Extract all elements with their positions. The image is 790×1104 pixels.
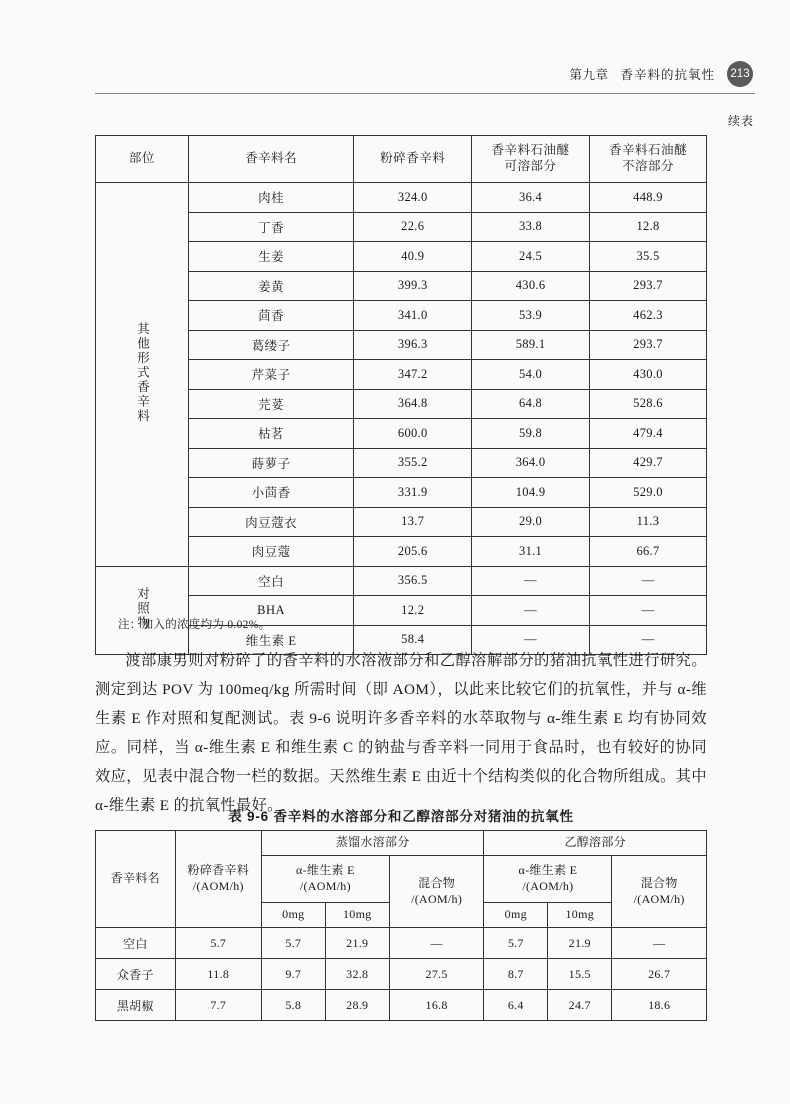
col-header-insoluble-line2: 不溶部分 bbox=[621, 159, 674, 173]
cell-soluble: 29.0 bbox=[472, 507, 590, 537]
cell-powder: 13.7 bbox=[354, 507, 472, 537]
cell-powder: 331.9 bbox=[354, 478, 472, 508]
cell-ethanol-mix: 18.6 bbox=[612, 990, 707, 1021]
cell-water-mix: 27.5 bbox=[389, 959, 484, 990]
cell-powder: 364.8 bbox=[354, 389, 472, 419]
chapter-title: 香辛料的抗氧性 bbox=[620, 68, 715, 82]
cell-insoluble: 293.7 bbox=[589, 330, 706, 360]
cell-water-0mg: 9.7 bbox=[261, 959, 325, 990]
cell-soluble: 54.0 bbox=[472, 360, 590, 390]
cell-insoluble: 448.9 bbox=[589, 183, 706, 213]
cell-ethanol-0mg: 5.7 bbox=[484, 928, 548, 959]
cell-powder: 11.8 bbox=[175, 959, 261, 990]
cell-spice-name: 枯茗 bbox=[188, 419, 353, 449]
col-header-water-group: 蒸馏水溶部分 bbox=[261, 831, 484, 856]
cell-spice-name: 生姜 bbox=[188, 242, 353, 272]
col-header-water-vite bbox=[261, 856, 389, 903]
cell-powder: 356.5 bbox=[354, 566, 472, 596]
cell-spice-name: 空白 bbox=[96, 928, 176, 959]
cell-soluble: 430.6 bbox=[472, 271, 590, 301]
cell-powder: 22.6 bbox=[354, 212, 472, 242]
group-label-controls: 对照物 bbox=[96, 566, 189, 655]
cell-insoluble: 12.8 bbox=[589, 212, 706, 242]
cell-ethanol-0mg: 8.7 bbox=[484, 959, 548, 990]
group-label-other-forms: 其他形式香辛料 bbox=[96, 183, 189, 567]
cell-ethanol-10mg: 15.5 bbox=[548, 959, 612, 990]
table-continued-label: 续表 bbox=[727, 114, 754, 128]
table-row bbox=[96, 990, 707, 1021]
cell-powder: 396.3 bbox=[354, 330, 472, 360]
col-header-water-10mg: 10mg bbox=[325, 903, 389, 928]
cell-ethanol-10mg: 24.7 bbox=[548, 990, 612, 1021]
cell-soluble: 364.0 bbox=[472, 448, 590, 478]
chapter-label: 第九章 bbox=[569, 68, 609, 82]
cell-soluble: 36.4 bbox=[472, 183, 590, 213]
cell-spice-name: 众香子 bbox=[96, 959, 176, 990]
col-header-powder-line1: 粉碎香辛料 bbox=[187, 863, 250, 878]
cell-spice-name: BHA bbox=[188, 596, 353, 626]
cell-insoluble: — bbox=[589, 625, 706, 655]
cell-powder: 12.2 bbox=[354, 596, 472, 626]
cell-spice-name: 芫荽 bbox=[188, 389, 353, 419]
cell-soluble: 53.9 bbox=[472, 301, 590, 331]
cell-soluble: 104.9 bbox=[472, 478, 590, 508]
col-header-insoluble bbox=[589, 136, 706, 183]
header-divider bbox=[95, 93, 755, 94]
col-header-ethanol-vite bbox=[484, 856, 612, 903]
cell-insoluble: — bbox=[589, 596, 706, 626]
cell-spice-name: 葛缕子 bbox=[188, 330, 353, 360]
cell-insoluble: 66.7 bbox=[589, 537, 706, 567]
cell-insoluble: 430.0 bbox=[589, 360, 706, 390]
col-header-soluble-line1: 香辛料石油醚 bbox=[491, 143, 570, 158]
page-header bbox=[95, 62, 755, 96]
cell-insoluble: 462.3 bbox=[589, 301, 706, 331]
col-header-water-mix-line2: /(AOM/h) bbox=[411, 891, 463, 906]
cell-insoluble: 35.5 bbox=[589, 242, 706, 272]
cell-soluble: — bbox=[472, 625, 590, 655]
cell-soluble: 59.8 bbox=[472, 419, 590, 449]
cell-water-mix: 16.8 bbox=[389, 990, 484, 1021]
cell-spice-name: 空白 bbox=[188, 566, 353, 596]
body-paragraph: 渡部康男则对粉碎了的香辛料的水溶液部分和乙醇溶解部分的猪油抗氧性进行研究。测定到达 POV 为 100meq/kg 所需时间（即 AOM），以此来比较它们的抗氧性，并与 α-维生素 E 作对照和复配测试。表 9-6 说明许多香辛料的水萃取物与 α-维生素 E 均有协同效应。同样，当 α-维生素 E 和维生素 C 的钠盐与香辛料一同用于食品时，也有较好的协同效应，见表中混合物一栏的数据。天然维生素 E 由近十个结构类似的化合物所组成。其中 α-维生素 E 的抗氧性最好。 bbox=[95, 652, 707, 814]
cell-water-0mg: 5.8 bbox=[261, 990, 325, 1021]
cell-spice-name: 姜黄 bbox=[188, 271, 353, 301]
col-header-ethanol-vite-line2: /(AOM/h) bbox=[522, 879, 574, 893]
cell-insoluble: — bbox=[589, 566, 706, 596]
cell-spice-name: 茴香 bbox=[188, 301, 353, 331]
col-header-ethanol-group: 乙醇溶部分 bbox=[484, 831, 707, 856]
cell-water-mix: — bbox=[389, 928, 484, 959]
col-header-water-vite-line1: α-维生素 E bbox=[296, 863, 355, 878]
cell-powder: 399.3 bbox=[354, 271, 472, 301]
col-header-water-vite-line2: /(AOM/h) bbox=[299, 879, 351, 893]
col-header-ethanol-mix-line1: 混合物 bbox=[640, 875, 678, 890]
cell-spice-name: 丁香 bbox=[188, 212, 353, 242]
col-header-powder: 粉碎香辛料 bbox=[354, 136, 472, 183]
cell-insoluble: 11.3 bbox=[589, 507, 706, 537]
col-header-ethanol-0mg: 0mg bbox=[484, 903, 548, 928]
cell-powder: 40.9 bbox=[354, 242, 472, 272]
cell-spice-name: 维生素 E bbox=[188, 625, 353, 655]
table-row bbox=[96, 928, 707, 959]
cell-spice-name: 肉豆蔻衣 bbox=[188, 507, 353, 537]
col-header-ethanol-mix bbox=[612, 856, 707, 928]
table-header-row-group bbox=[96, 831, 707, 856]
cell-powder: 355.2 bbox=[354, 448, 472, 478]
table-row bbox=[96, 959, 707, 990]
col-header-ethanol-mix-line2: /(AOM/h) bbox=[633, 891, 685, 906]
col-header-ethanol-vite-line1: α-维生素 E bbox=[518, 863, 578, 878]
cell-water-0mg: 5.7 bbox=[261, 928, 325, 959]
page-number: 213 bbox=[727, 61, 753, 87]
cell-powder: 58.4 bbox=[354, 625, 472, 655]
cell-ethanol-mix: — bbox=[612, 928, 707, 959]
table-row bbox=[96, 566, 707, 596]
cell-soluble: 24.5 bbox=[472, 242, 590, 272]
cell-ethanol-mix: 26.7 bbox=[612, 959, 707, 990]
cell-spice-name: 肉豆蔻 bbox=[188, 537, 353, 567]
col-header-powder-line2: /(AOM/h) bbox=[192, 879, 244, 893]
cell-soluble: 33.8 bbox=[472, 212, 590, 242]
col-header-part: 部位 bbox=[96, 136, 189, 183]
col-header-powder bbox=[175, 831, 261, 928]
col-header-water-mix-line1: 混合物 bbox=[418, 875, 456, 890]
cell-powder: 600.0 bbox=[354, 419, 472, 449]
table-water-ethanol-antioxidant bbox=[95, 830, 707, 1021]
col-header-water-mix bbox=[389, 856, 484, 928]
cell-insoluble: 529.0 bbox=[589, 478, 706, 508]
cell-powder: 7.7 bbox=[175, 990, 261, 1021]
col-header-insoluble-line1: 香辛料石油醚 bbox=[608, 143, 687, 158]
cell-ethanol-10mg: 21.9 bbox=[548, 928, 612, 959]
col-header-soluble bbox=[472, 136, 590, 183]
table-caption: 表 9-6 香辛料的水溶部分和乙醇溶部分对猪油的抗氧性 bbox=[228, 809, 574, 824]
cell-spice-name: 小茴香 bbox=[188, 478, 353, 508]
cell-powder: 324.0 bbox=[354, 183, 472, 213]
cell-soluble: 64.8 bbox=[472, 389, 590, 419]
cell-water-10mg: 28.9 bbox=[325, 990, 389, 1021]
table-header-row bbox=[96, 136, 707, 183]
table-antioxidant-continued bbox=[95, 135, 707, 655]
cell-soluble: 589.1 bbox=[472, 330, 590, 360]
cell-water-10mg: 21.9 bbox=[325, 928, 389, 959]
cell-insoluble: 528.6 bbox=[589, 389, 706, 419]
cell-spice-name: 蒔萝子 bbox=[188, 448, 353, 478]
cell-insoluble: 479.4 bbox=[589, 419, 706, 449]
cell-spice-name: 黑胡椒 bbox=[96, 990, 176, 1021]
cell-insoluble: 293.7 bbox=[589, 271, 706, 301]
cell-powder: 341.0 bbox=[354, 301, 472, 331]
col-header-soluble-line2: 可溶部分 bbox=[504, 159, 557, 173]
cell-soluble: — bbox=[472, 566, 590, 596]
col-header-ethanol-10mg: 10mg bbox=[548, 903, 612, 928]
cell-water-10mg: 32.8 bbox=[325, 959, 389, 990]
cell-spice-name: 芹菜子 bbox=[188, 360, 353, 390]
cell-powder: 205.6 bbox=[354, 537, 472, 567]
col-header-spice-name: 香辛料名 bbox=[188, 136, 353, 183]
table-note: 注：加入的浓度均为 0.02%。 bbox=[118, 619, 271, 631]
cell-insoluble: 429.7 bbox=[589, 448, 706, 478]
cell-soluble: — bbox=[472, 596, 590, 626]
col-header-water-0mg: 0mg bbox=[261, 903, 325, 928]
cell-soluble: 31.1 bbox=[472, 537, 590, 567]
cell-spice-name: 肉桂 bbox=[188, 183, 353, 213]
cell-ethanol-0mg: 6.4 bbox=[484, 990, 548, 1021]
table-row bbox=[96, 183, 707, 213]
cell-powder: 5.7 bbox=[175, 928, 261, 959]
cell-powder: 347.2 bbox=[354, 360, 472, 390]
col-header-spice-name: 香辛料名 bbox=[96, 831, 176, 928]
